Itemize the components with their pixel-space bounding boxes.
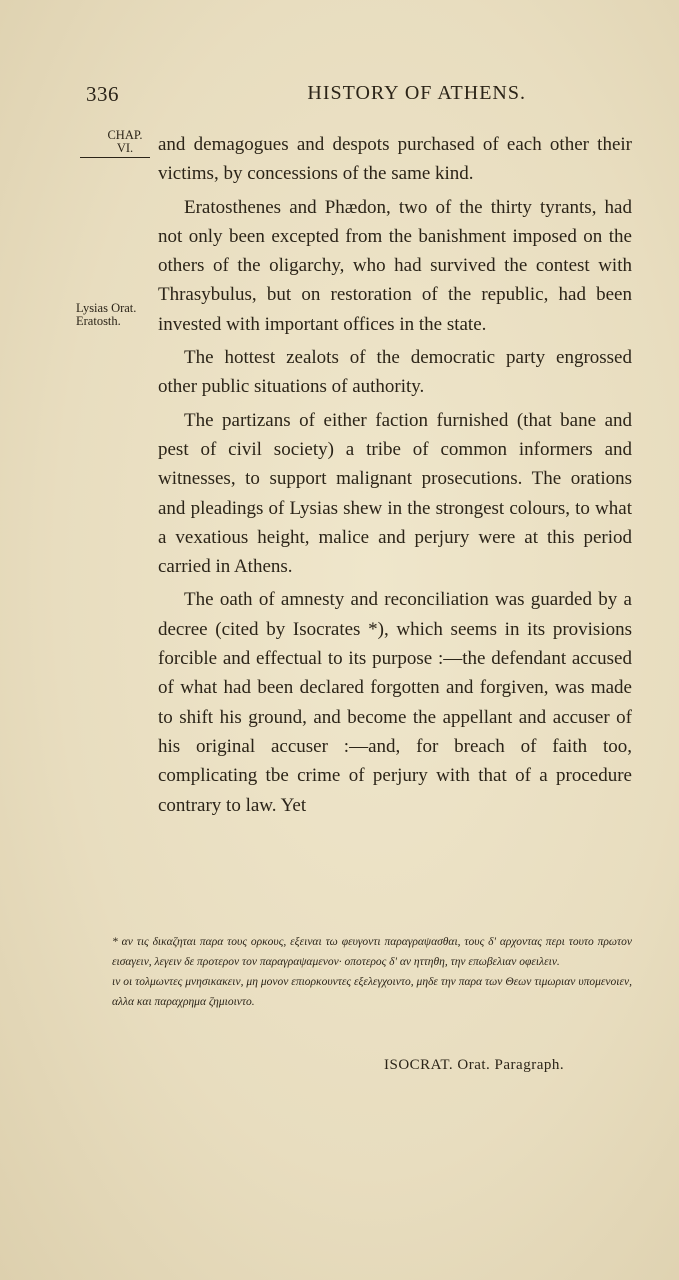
- chapter-label: CHAP.: [107, 128, 143, 142]
- paragraph: The hottest zealots of the democratic party engrossed other public situations of authority.: [158, 347, 632, 398]
- paragraph: The oath of amnesty and reconciliation was guarded by a decree (cited by Isocrates *), which seems in its provisions forcible and effectual to its purpose :—the defendant accused of what had been declared forgotten and forgiven, was made to shift his ground, and become the appellant and accuser of his original accuser :—and, for breach of faith too, complicating tbe crime of perjury with that of a procedure contrary to law. Yet: [158, 589, 632, 816]
- footnote-greek-2: ιν οι τολμωντες μνησικακειν, μη μονον επιορκουντες εξελεγχοιντο, μηδε την παρα των Θεων τιμωριαν υπομενοιεν, αλλα και παραχρημα ζημιοιντο.: [112, 976, 632, 1008]
- running-title: HISTORY OF ATHENS.: [307, 82, 526, 104]
- footnote-greek-1: * αν τις δικαζηται παρα τους ορκους, εξειναι τω φευγοντι παραγραψασθαι, τους δ' αρχοντας περι τουτο πρωτον εισαγειν, λεγειν δε προτερον τον παραγραψαμενον· οποτερος δ' αν ηττηθη, την επωβελιαν οφειλειν.: [112, 936, 632, 968]
- page-header: [86, 82, 526, 112]
- citation-line-1: Lysias Orat.: [76, 301, 137, 315]
- paragraph: Eratosthenes and Phædon, two of the thirty tyrants, had not only been excepted from the banishment imposed on the others of the oligarchy, who had survived the contest with Thrasybulus, but on restoration of the republic, had been invested with important offices in the state.: [158, 196, 632, 335]
- paragraph: and demagogues and despots purchased of each other their victims, by concessions of the same kind.: [158, 134, 632, 185]
- citation-line-2: Eratosth.: [76, 314, 121, 328]
- page-number: 336: [86, 82, 119, 106]
- body-text: [158, 130, 632, 820]
- chapter-number: VI.: [116, 141, 134, 155]
- citation-marginal-note: [76, 302, 154, 328]
- footnotes: [112, 932, 632, 1012]
- paragraph: The partizans of either faction furnished (that bane and pest of civil society) a tribe of common informers and witnesses, to support malignant prosecutions. The orations and pleadings of Lysias shew in the strongest colours, to what a vexatious height, malice and perjury were at this period carried in Athens.: [158, 409, 632, 578]
- chapter-rule: [80, 157, 150, 158]
- chapter-marginal-note: [98, 129, 152, 158]
- footnote-citation: ISOCRAT. Orat. Paragraph.: [384, 1057, 565, 1073]
